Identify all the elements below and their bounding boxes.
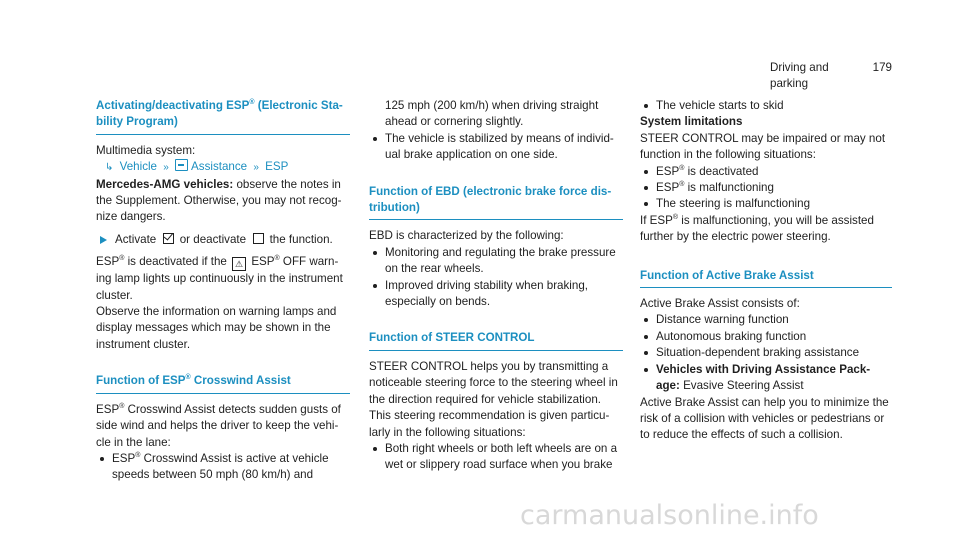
list-item: ESP® Crosswind Assist is active at vehicle speeds between 50 mph (80 km/h) and xyxy=(96,451,350,484)
path-assistance: Assistance xyxy=(191,160,248,174)
system-limitations-heading: System limitations xyxy=(640,115,743,129)
checkbox-checked-icon xyxy=(163,233,174,244)
list-item: Autonomous braking function xyxy=(640,329,892,345)
observe-note: Observe the information on warning lamps and display messages which may be shown in the instrument cluster. xyxy=(96,305,337,351)
list-item: Distance warning function xyxy=(640,312,892,328)
menu-path xyxy=(96,159,350,176)
ebd-intro: EBD is characterized by the following: xyxy=(369,229,564,243)
skid-list xyxy=(640,98,892,114)
assistance-icon xyxy=(175,159,188,171)
page-header xyxy=(770,60,892,93)
limitations-list xyxy=(640,164,892,213)
heading-active-brake-assist: Function of Active Brake Assist xyxy=(640,268,892,288)
aba-intro: Active Brake Assist consists of: xyxy=(640,297,800,311)
heading-steer-control: Function of STEER CONTROL xyxy=(369,330,623,350)
heading-ebd: Function of EBD (electronic brake force dis- tribution) xyxy=(369,184,623,221)
arrow-right-icon: ↳ xyxy=(105,162,114,174)
amg-note: Mercedes-AMG vehicles: observe the notes in the Supplement. Otherwise, you may not recog- nize dangers. xyxy=(96,177,342,224)
checkbox-empty-icon xyxy=(253,233,264,244)
crosswind-continued: 125 mph (200 km/h) when driving straight ahead or cornering slightly. xyxy=(385,99,599,129)
list-item: The steering is malfunctioning xyxy=(640,196,892,212)
system-limitations-text: STEER CONTROL may be impaired or may not function in the following situations: xyxy=(640,131,886,162)
list-item: Vehicles with Driving Assistance Pack- age: Evasive Steering Assist xyxy=(640,362,892,395)
multimedia-label: Multimedia system: xyxy=(96,143,196,157)
activate-step: Activate or deactivate the function. xyxy=(96,232,350,248)
path-esp: ESP xyxy=(265,160,289,174)
aba-list xyxy=(640,312,892,394)
list-item: The vehicle is stabilized by means of individ- ual brake application on one side. xyxy=(369,131,623,164)
section-title: Driving and parking xyxy=(770,61,829,91)
esp-off-warning-lamp-icon: ⚠ xyxy=(232,257,246,271)
double-chevron-icon: » xyxy=(163,162,169,174)
instruction-triangle-icon xyxy=(100,236,107,244)
column-left xyxy=(96,98,350,484)
esp-deactivated-note: ESP® is deactivated if the ⚠ ESP® OFF warn- ing lamp lights up continuously in the instrument cluster. xyxy=(96,255,343,302)
crosswind-list xyxy=(96,451,350,484)
page-number: 179 xyxy=(872,61,892,74)
list-item: Improved driving stability when braking, especially on bends. xyxy=(369,278,623,311)
list-item: Monitoring and regulating the brake pressure on the rear wheels. xyxy=(369,245,623,278)
list-item: ESP® is deactivated xyxy=(640,164,892,180)
path-vehicle: Vehicle xyxy=(119,160,158,174)
list-item: Both right wheels or both left wheels are on a wet or slippery road surface when you brake xyxy=(369,441,623,474)
ebd-list xyxy=(369,245,623,311)
steer-para-1: STEER CONTROL helps you by transmitting a noticeable steering force to the steering wheel in the direction required for vehicle stabilization. xyxy=(369,359,618,406)
crosswind-intro: ESP® Crosswind Assist detects sudden gusts of side wind and helps the driver to keep the vehi- cle in the lane: xyxy=(96,402,341,449)
heading-crosswind: Function of ESP® Crosswind Assist xyxy=(96,373,350,393)
list-item: Situation-dependent braking assistance xyxy=(640,345,892,361)
heading-esp-activation: Activating/deactivating ESP® (Electronic Sta- bility Program) xyxy=(96,98,350,135)
list-item: ESP® is malfunctioning xyxy=(640,180,892,196)
column-middle xyxy=(369,98,623,474)
double-chevron-icon: » xyxy=(253,162,259,174)
steer-list xyxy=(369,441,623,474)
steer-para-2: This steering recommendation is given particu- larly in the following situations: xyxy=(369,409,610,439)
watermark: carmanualsonline.info xyxy=(520,500,819,531)
list-item: The vehicle starts to skid xyxy=(640,98,892,114)
aba-outro: Active Brake Assist can help you to minimize the risk of a collision with vehicles or pedestrians or to reduce the effects of such a collision. xyxy=(640,395,889,442)
malfunction-note: If ESP® is malfunctioning, you will be assisted further by the electric power steering. xyxy=(640,213,874,244)
stabilization-list xyxy=(369,131,623,164)
column-right xyxy=(640,98,892,444)
